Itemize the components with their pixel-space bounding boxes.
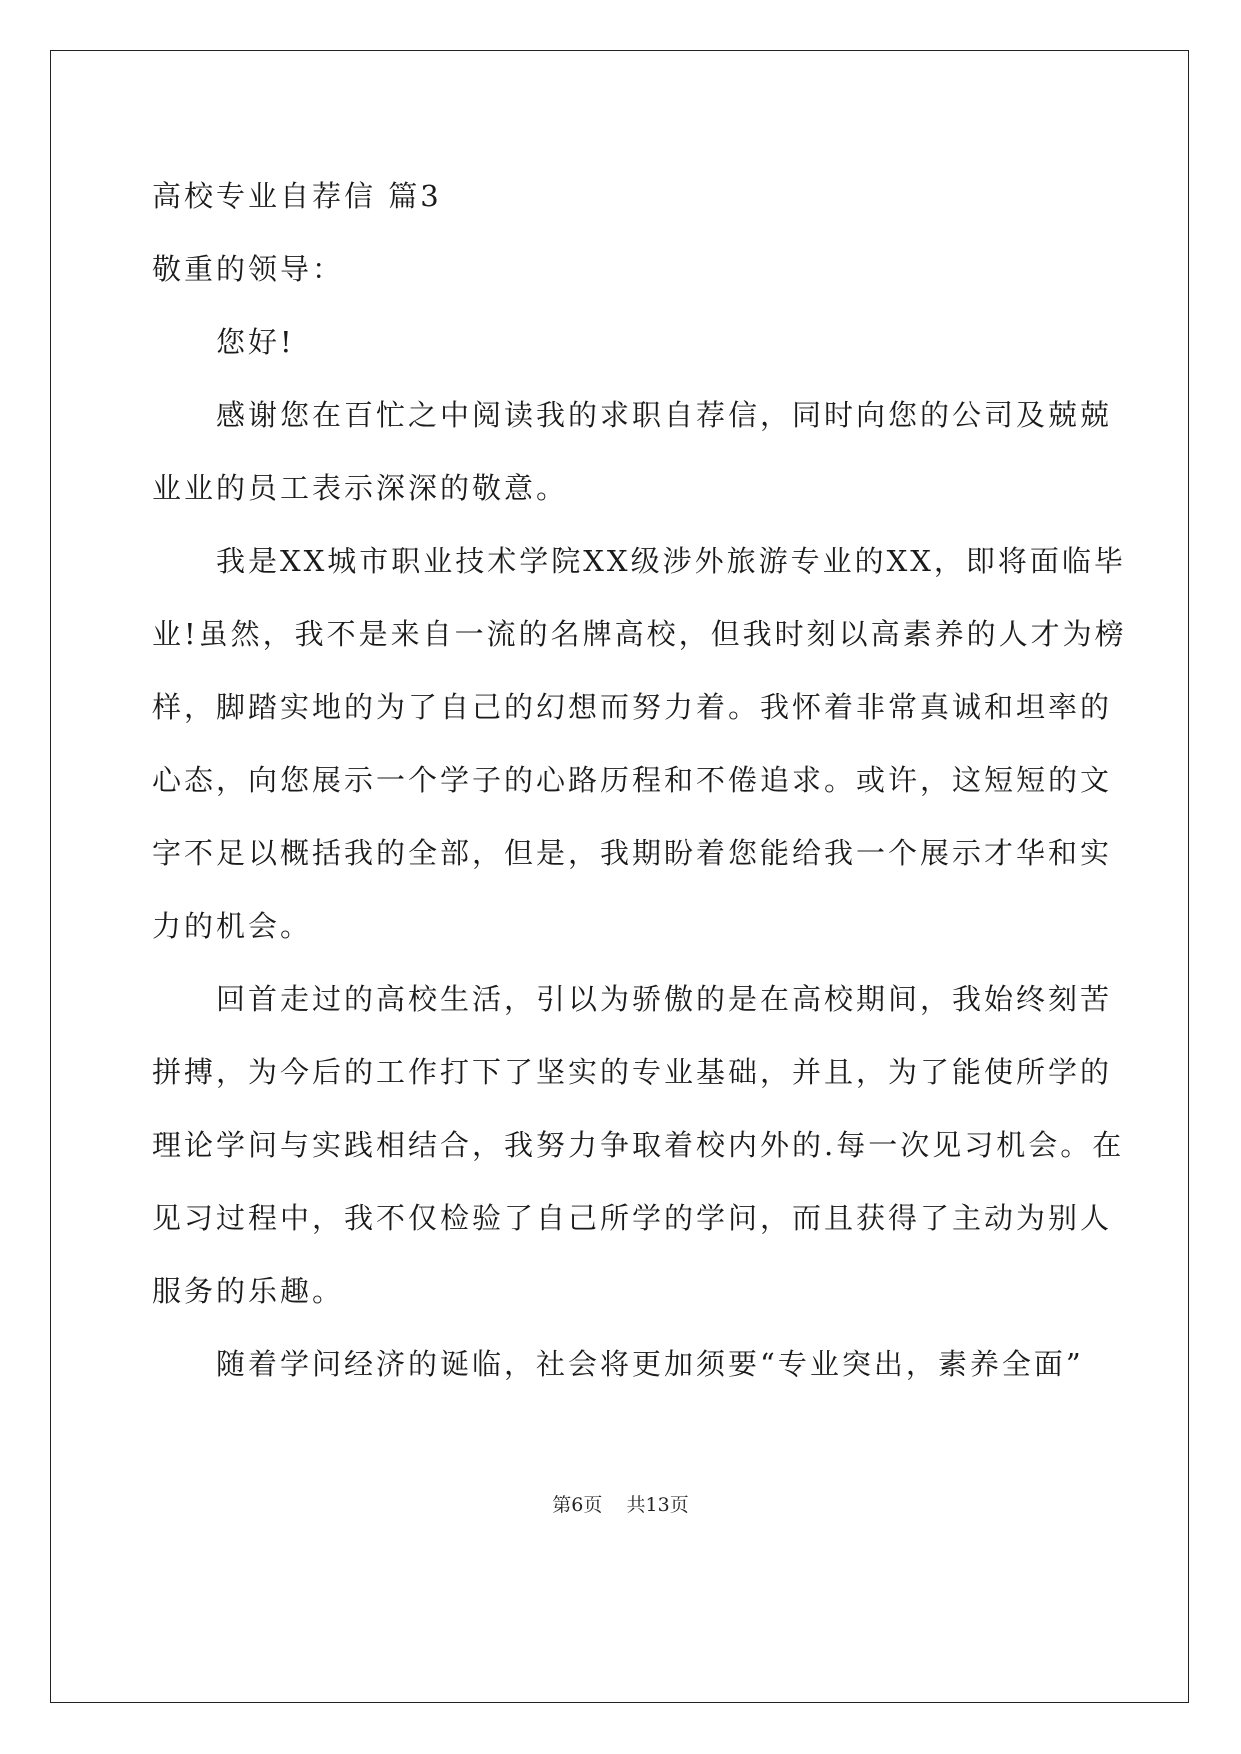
paragraph-line: 回首走过的高校生活，引以为骄傲的是在高校期间，我始终刻苦	[216, 982, 1113, 1016]
greeting: 您好!	[216, 325, 295, 359]
page-number: 第6页	[552, 1494, 603, 1516]
paragraph-1	[152, 379, 1113, 525]
paragraph-line: 服务的乐趣。	[152, 1274, 345, 1308]
paragraph-line: 我是XX城市职业技术学院XX级涉外旅游专业的XX，即将面临毕	[216, 544, 1126, 578]
paragraph-line: 拼搏，为今后的工作打下了坚实的专业基础，并且，为了能使所学的	[152, 1055, 1113, 1089]
paragraph-line: 理论学问与实践相结合，我努力争取着校内外的.每一次见习机会。在	[152, 1128, 1125, 1162]
document-title: 高校专业自荐信 篇3	[152, 179, 442, 213]
document-body	[152, 160, 1127, 1401]
paragraph-4	[152, 1328, 1092, 1401]
salutation: 敬重的领导：	[152, 252, 345, 286]
paragraph-line: 随着学问经济的诞临，社会将更加须要“专业突出，素养全面”	[216, 1347, 1084, 1381]
paragraph-line: 字不足以概括我的全部，但是，我期盼着您能给我一个展示才华和实	[152, 836, 1113, 870]
paragraph-line: 感谢您在百忙之中阅读我的求职自荐信，同时向您的公司及兢兢	[216, 398, 1113, 432]
paragraph-line: 心态，向您展示一个学子的心路历程和不倦追求。或许，这短短的文	[152, 763, 1113, 797]
paragraph-line: 见习过程中，我不仅检验了自己所学的学问，而且获得了主动为别人	[152, 1201, 1113, 1235]
page-total: 共13页	[626, 1494, 689, 1516]
paragraph-line: 业!虽然，我不是来自一流的名牌高校，但我时刻以高素养的人才为榜	[152, 617, 1127, 651]
paragraph-3	[152, 963, 1125, 1328]
paragraph-2	[152, 525, 1127, 963]
page-footer	[0, 1490, 1241, 1517]
paragraph-line: 力的机会。	[152, 909, 313, 943]
paragraph-line: 样，脚踏实地的为了自己的幻想而努力着。我怀着非常真诚和坦率的	[152, 690, 1113, 724]
paragraph-line: 业业的员工表示深深的敬意。	[152, 471, 569, 505]
